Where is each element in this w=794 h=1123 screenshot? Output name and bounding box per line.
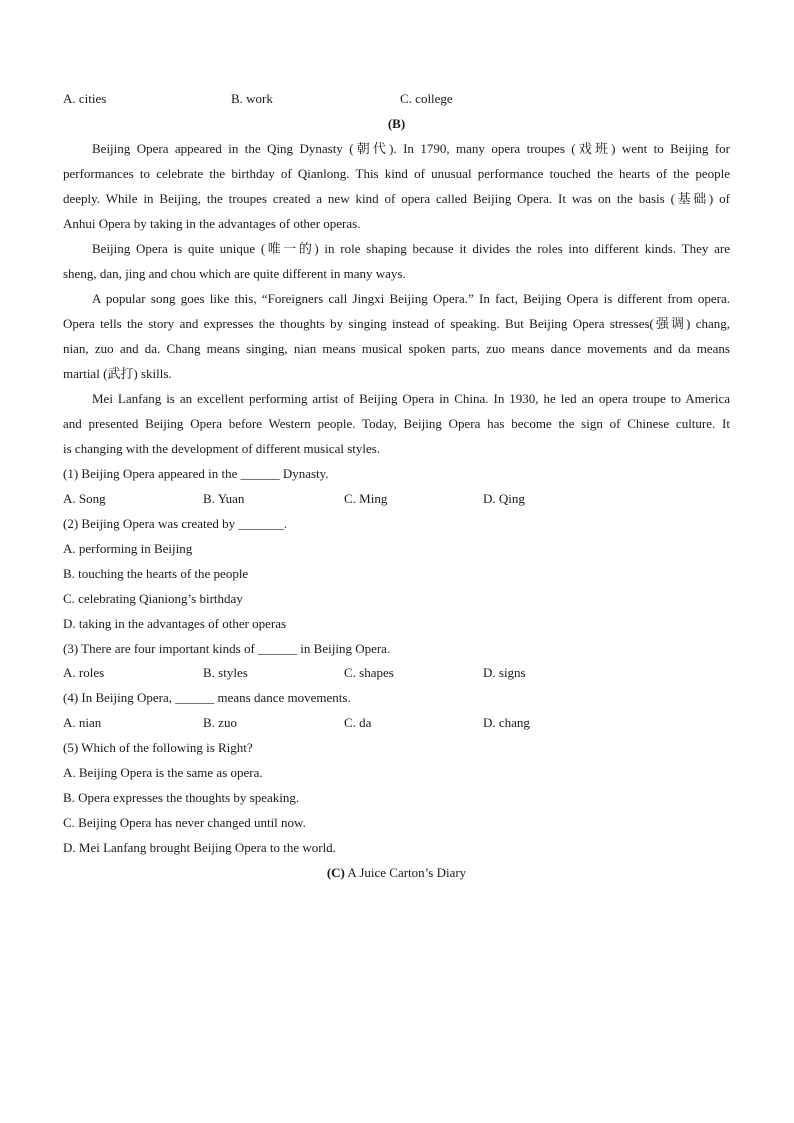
answer-option: A. Song xyxy=(63,491,106,506)
answer-option: C. Ming xyxy=(344,491,388,506)
passage-line: performances to celebrate the birthday of Qianlong. This kind of unusual performance touched the hearts of the people xyxy=(63,166,730,181)
answer-option: D. signs xyxy=(483,665,526,680)
passage-line: martial (武打) skills. xyxy=(63,366,172,381)
answer-option: D. taking in the advantages of other operas xyxy=(63,616,287,631)
answer-option: A. performing in Beijing xyxy=(63,541,193,556)
answer-option: D. Qing xyxy=(483,491,525,506)
answer-option: C. shapes xyxy=(344,665,394,680)
passage-line: Beijing Opera appeared in the Qing Dynasty (朝代). In 1790, many opera troupes (戏班) went to Beijing for xyxy=(92,141,730,156)
passage-line: Beijing Opera is quite unique (唯一的) in role shaping because it divides the roles into different kinds. They are xyxy=(92,241,730,256)
passage-line: is changing with the development of different musical styles. xyxy=(63,441,381,456)
section-c-heading xyxy=(63,865,730,881)
passage-line: Mei Lanfang is an excellent performing artist of Beijing Opera in China. In 1930, he led an opera troupe to America xyxy=(92,391,730,406)
answer-option: C. celebrating Qianiong’s birthday xyxy=(63,591,243,606)
section-b-heading: (B) xyxy=(387,116,406,131)
answer-option: B. touching the hearts of the people xyxy=(63,566,249,581)
answer-option: B. Yuan xyxy=(203,491,245,506)
question-stem: (1) Beijing Opera appeared in the ______ Dynasty. xyxy=(63,466,329,481)
prev-option-c: C. college xyxy=(400,91,453,106)
answer-option: C. da xyxy=(344,715,372,730)
answer-option: D. chang xyxy=(483,715,530,730)
prev-option-a: A. cities xyxy=(63,91,107,106)
passage-line: nian, zuo and da. Chang means singing, nian means musical spoken parts, zuo means dance movements and da means xyxy=(63,341,730,356)
passage-line: Opera tells the story and expresses the thoughts by singing instead of speaking. But Beijing Opera stresses(强调) chang, xyxy=(63,316,730,331)
section-c-label: (C) xyxy=(326,865,345,880)
passage-line: and presented Beijing Opera before Western people. Today, Beijing Opera has become the sign of Chinese culture. It xyxy=(63,416,730,431)
passage-line: A popular song goes like this, “Foreigners call Jingxi Beijing Opera.” In fact, Beijing Opera is different from opera. xyxy=(92,291,730,306)
question-stem: (5) Which of the following is Right? xyxy=(63,740,253,755)
answer-option: A. Beijing Opera is the same as opera. xyxy=(63,765,263,780)
question-stem: (4) In Beijing Opera, ______ means dance movements. xyxy=(63,690,351,705)
answer-option: A. roles xyxy=(63,665,105,680)
question-stem: (2) Beijing Opera was created by _______. xyxy=(63,516,288,531)
answer-option: B. styles xyxy=(203,665,248,680)
passage-line: deeply. While in Beijing, the troupes created a new kind of opera called Beijing Opera. It was on the basis (基础) of xyxy=(63,191,730,206)
passage-line: sheng, dan, jing and chou which are quite different in many ways. xyxy=(63,266,406,281)
answer-option: B. Opera expresses the thoughts by speaking. xyxy=(63,790,300,805)
answer-option: C. Beijing Opera has never changed until now. xyxy=(63,815,306,830)
answer-option: A. nian xyxy=(63,715,102,730)
section-c-title: A Juice Carton’s Diary xyxy=(344,865,467,880)
answer-option: B. zuo xyxy=(203,715,237,730)
passage-line: Anhui Opera by taking in the advantages of other operas. xyxy=(63,216,361,231)
question-stem: (3) There are four important kinds of ______ in Beijing Opera. xyxy=(63,641,391,656)
answer-option: D. Mei Lanfang brought Beijing Opera to the world. xyxy=(63,840,336,855)
prev-option-b: B. work xyxy=(231,91,273,106)
